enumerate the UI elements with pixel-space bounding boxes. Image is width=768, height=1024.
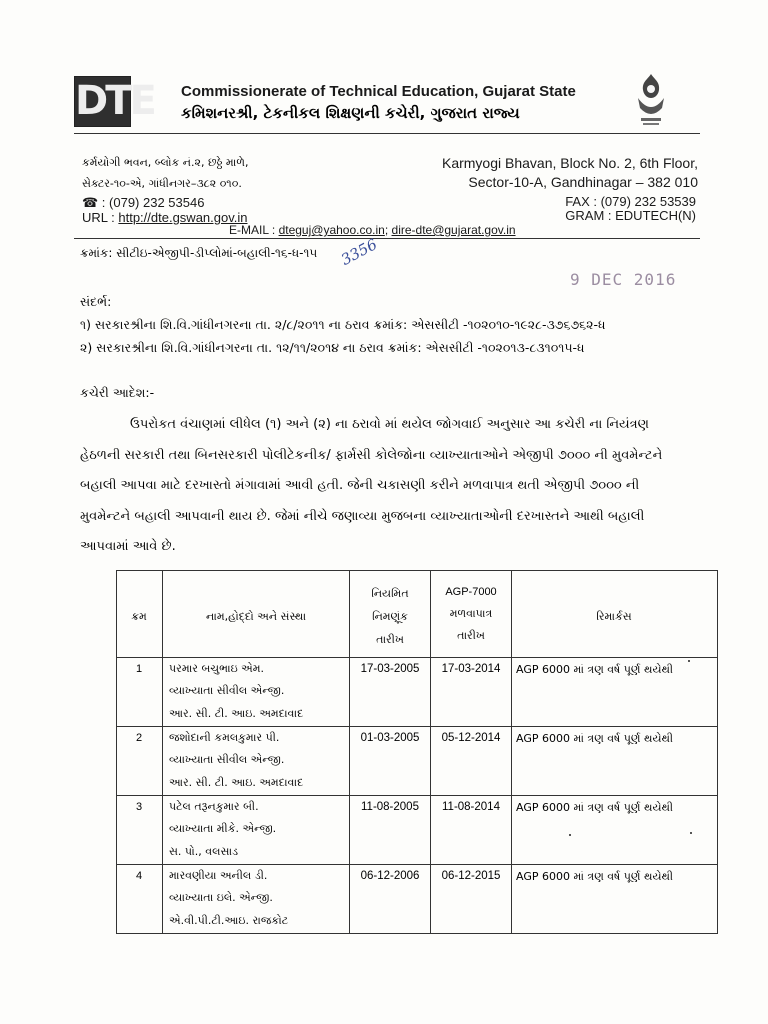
email-label: E-MAIL : [229,223,279,237]
cell-name-post-institute [163,727,350,796]
cell-regular-date [350,727,431,796]
address-left-line2 [82,174,322,192]
cell-sr [117,658,163,727]
svg-text:મુવમેન્ટને બહાલી આપવાની થાય છે: મુવમેન્ટને બહાલી આપવાની થાય છે. જેમાં નીચે જણાવ્યા મુજબના વ્યાખ્યાતાઓની દરખાસ્તને આથી બહાલી [80,509,645,524]
svg-text:એ.વી.પી.ટી.આઇ. રાજકોટ: એ.વી.પી.ટી.આઇ. રાજકોટ [169,914,289,927]
cell-agp-date [431,865,512,934]
header-sr [117,571,163,658]
svg-text:06-12-2015: 06-12-2015 [441,870,501,882]
cell-name-post-institute [163,865,350,934]
date-stamp: 9 DEC 2016 [570,270,677,289]
cell-remark [512,727,718,796]
address-left-line1 [82,153,322,171]
svg-text:વ્યાખ્યાતા સીવીલ એન્જી.: વ્યાખ્યાતા સીવીલ એન્જી. [169,684,285,697]
phone-number: (079) 232 53546 [109,195,205,210]
header-title-en: Commissionerate of Technical Education, Gujarat State [181,83,576,100]
approval-table [116,570,718,934]
svg-text:ક્રમાંક: સીટીઇ-એજીપી-ડીપ્લોમાં: ક્રમાંક: સીટીઇ-એજીપી-ડીપ્લોમાં-બહાલી-૧૬-ધ-૧૫ [80,246,318,260]
svg-text:ઉપરોકત વંચાણમાં લીધેલ (૧) અને: ઉપરોકત વંચાણમાં લીધેલ (૧) અને (૨) ના ઠરાવો માં થયેલ જોગવાઈ અનુસાર આ કચેરી ના નિયંત્રણ [130,417,649,432]
svg-text:નિયમિત: નિયમિત [371,587,409,600]
svg-text:06-12-2006: 06-12-2006 [360,870,420,882]
svg-text:વ્યાખ્યાતા ઇલે. એન્જી.: વ્યાખ્યાતા ઇલે. એન્જી. [169,891,273,904]
header-remarks [512,571,718,658]
svg-text:કચેરી આદેશ:-: કચેરી આદેશ:- [80,385,155,400]
cell-sr [117,796,163,865]
cell-agp-date [431,796,512,865]
svg-text:બહાલી આપવા માટે દરખાસ્તો મંગાવ: બહાલી આપવા માટે દરખાસ્તો મંગાવામાં આવી હતી. જેની ચકાસણી કરીને મળવાપાત્ર થતી એજીપી ૭૦૦૦ ની [80,478,640,493]
svg-text:૧) સરકારશ્રીના શિ.વિ.ગાંધીનગરન: ૧) સરકારશ્રીના શિ.વિ.ગાંધીનગરના તા. ૨/૮/૨૦૧૧ ના ઠરાવ ક્રમાંક: એસસીટી -૧૦૨૦૧૦-૧૯૨૮-૩૭૬૭૬૨-ધ [80,317,606,332]
scan-mark [690,832,692,834]
svg-text:AGP-7000: AGP-7000 [445,586,497,598]
svg-text:2: 2 [135,732,143,744]
svg-text:પરમાર બચુભાઇ એમ.: પરમાર બચુભાઇ એમ. [169,662,265,675]
url-label: URL : [82,210,115,225]
svg-text:કમિશનરશ્રી, ટેકનીકલ શિક્ષણની ક: કમિશનરશ્રી, ટેકનીકલ શિક્ષણની કચેરી, ગુજરાત રાજ્ય [181,104,520,122]
svg-text:AGP 6000 માં ત્રણ વર્ષ પૂર્ણ થ: AGP 6000 માં ત્રણ વર્ષ પૂર્ણ થયેથી [516,663,674,676]
svg-text:વ્યાખ્યાતા મીકે. એન્જી.: વ્યાખ્યાતા મીકે. એન્જી. [169,822,277,835]
svg-text:AGP 6000 માં ત્રણ વર્ષ પૂર્ણ થ: AGP 6000 માં ત્રણ વર્ષ પૂર્ણ થયેથી [516,732,674,745]
cell-remark [512,658,718,727]
table-row [117,865,718,934]
svg-text:17-03-2014: 17-03-2014 [441,663,501,675]
order-para-line-2 [80,444,720,466]
phone-icon: ☎ : [82,195,110,210]
svg-text:સ. પો., વલસાડ: સ. પો., વલસાડ [169,845,239,858]
svg-text:તારીખ: તારીખ [457,629,485,642]
table-row [117,796,718,865]
reference-1 [80,315,720,333]
cell-agp-date [431,727,512,796]
address-right-line1: Karmyogi Bhavan, Block No. 2, 6th Floor, [441,155,698,171]
reference-2 [80,338,720,356]
cell-regular-date [350,658,431,727]
table-row [117,727,718,796]
cell-name-post-institute [163,658,350,727]
svg-text:AGP 6000 માં ત્રણ વર્ષ પૂર્ણ થ: AGP 6000 માં ત્રણ વર્ષ પૂર્ણ થયેથી [516,801,674,814]
table-row [117,658,718,727]
cell-agp-date [431,658,512,727]
email-rule [74,238,700,239]
svg-text:01-03-2005: 01-03-2005 [360,732,420,744]
svg-text:મારવણીયા અનીલ ડી.: મારવણીયા અનીલ ડી. [169,869,268,882]
svg-text:હેઠળની સરકારી તથા બિનસરકારી પો: હેઠળની સરકારી તથા બિનસરકારી પોલીટેકનીક/ ફાર્મસી કોલેજોના વ્યાખ્યાતાઓને એજીપી ૭૦૦૦ ની મુવમેન્ટને [80,448,663,463]
header-name [163,571,350,658]
dte-logo-text: DTE [75,78,154,124]
order-para-line-3 [80,474,720,496]
svg-text:ક્રમ: ક્રમ [131,610,147,623]
order-para-line-4 [80,505,720,527]
url-line [82,210,248,225]
address-right-line2: Sector-10-A, Gandhinagar – 382 010 [468,174,698,190]
svg-text:મળવાપાત્ર: મળવાપાત્ર [449,607,493,620]
scan-mark [569,834,571,836]
table-header-row [117,571,718,658]
cell-regular-date [350,796,431,865]
svg-text:૨) સરકારશ્રીના શિ.વિ.ગાંધીનગરન: ૨) સરકારશ્રીના શિ.વિ.ગાંધીનગરના તા. ૧૨/૧૧/૨૦૧૪ ના ઠરાવ ક્રમાંક: એસસીટી -૧૦૨૦૧૩-૮૩૧૦૧૫-ધ [80,340,585,355]
svg-text:11-08-2014: 11-08-2014 [442,801,500,813]
svg-text:સંદર્ભ:: સંદર્ભ: [80,294,112,309]
cell-sr [117,865,163,934]
cell-remark [512,796,718,865]
reference-heading [80,292,160,310]
scan-mark [688,660,690,662]
svg-text:05-12-2014: 05-12-2014 [441,732,501,744]
order-para-line-1 [130,413,720,435]
header-agp-date [431,571,512,658]
email-line: E-MAIL : dteguj@yahoo.co.in; dire-dte@gujarat.gov.in [229,223,516,237]
phone-line [82,195,204,211]
svg-text:1: 1 [135,663,143,675]
svg-text:17-03-2005: 17-03-2005 [360,663,420,675]
reference-number [80,243,370,263]
inward-stamp-number: 3356 [338,235,381,269]
svg-text:4: 4 [135,870,143,882]
svg-text:આર. સી. ટી. આઇ. અમદાવાદ: આર. સી. ટી. આઇ. અમદાવાદ [169,776,304,789]
gram-line: GRAM : EDUTECH(N) [565,208,696,223]
url-link[interactable]: http://dte.gswan.gov.in [118,210,248,225]
svg-text:જશોદાની કમલકુમાર પી.: જશોદાની કમલકુમાર પી. [169,731,280,744]
cell-regular-date [350,865,431,934]
svg-text:આર. સી. ટી. આઇ. અમદાવાદ: આર. સી. ટી. આઇ. અમદાવાદ [169,707,304,720]
svg-text:કર્મયોગી ભવન, બ્લોક નં.૨, છઠ્ઠ: કર્મયોગી ભવન, બ્લોક નં.૨, છઠ્ઠે માળે, [82,156,249,169]
svg-text:3: 3 [135,801,143,813]
svg-text:વ્યાખ્યાતા સીવીલ એન્જી.: વ્યાખ્યાતા સીવીલ એન્જી. [169,753,285,766]
fax-line: FAX : (079) 232 53539 [565,194,696,209]
cell-name-post-institute [163,796,350,865]
svg-text:AGP 6000 માં ત્રણ વર્ષ પૂર્ણ થ: AGP 6000 માં ત્રણ વર્ષ પૂર્ણ થયેથી [516,870,674,883]
svg-text:નામ,હોદ્દો અને સંસ્થા: નામ,હોદ્દો અને સંસ્થા [205,610,307,623]
header-regular-date [350,571,431,658]
emblem-icon [632,72,670,130]
header-title-gu [181,103,581,123]
dte-logo [74,76,154,127]
svg-text:નિમણૂંક: નિમણૂંક [372,610,408,623]
order-heading [80,383,220,401]
email-1[interactable]: dteguj@yahoo.co.in [278,223,385,237]
svg-text:તારીખ: તારીખ [376,633,404,646]
cell-sr [117,727,163,796]
header-rule [74,133,700,134]
svg-text:11-08-2005: 11-08-2005 [361,801,419,813]
svg-text:રિમાર્કસ: રિમાર્કસ [596,610,632,623]
svg-text:આપવામાં આવે છે.: આપવામાં આવે છે. [80,539,176,554]
cell-remark [512,865,718,934]
svg-text:સેક્ટર-૧૦-એ, ગાંધીનગર–૩૮૨ ૦૧૦.: સેક્ટર-૧૦-એ, ગાંધીનગર–૩૮૨ ૦૧૦. [82,177,242,190]
email-2[interactable]: dire-dte@gujarat.gov.in [391,223,516,237]
order-para-line-5 [80,535,280,557]
svg-text:પટેલ તરૂનકુમાર બી.: પટેલ તરૂનકુમાર બી. [169,800,259,813]
